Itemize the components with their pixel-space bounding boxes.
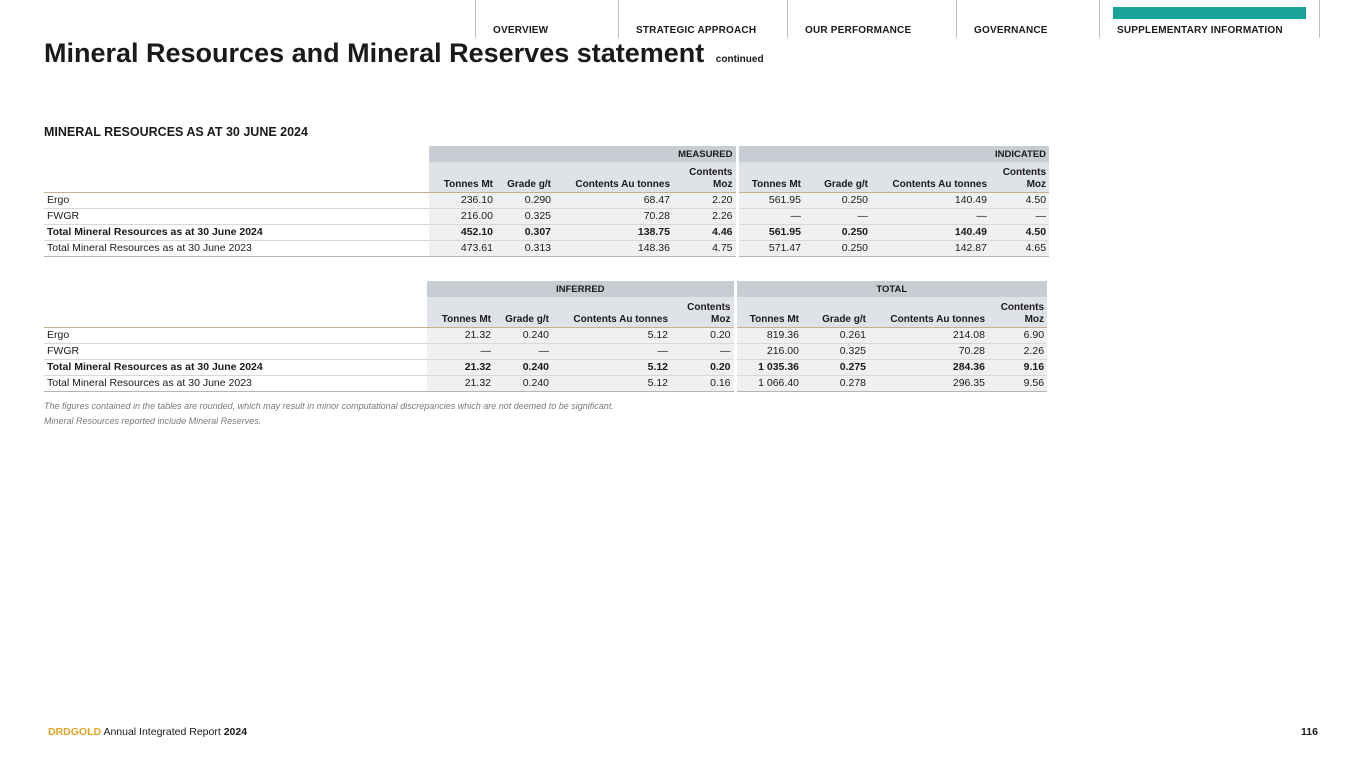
column-header-grade: Grade g/t	[802, 297, 869, 327]
nav-tab-supplementary-information[interactable]	[1099, 0, 1320, 38]
column-header-contents-tonnes: Contents Au tonnes	[554, 162, 673, 192]
nav-tab-label: STRATEGIC APPROACH	[636, 25, 757, 36]
cell-value: 0.250	[804, 192, 871, 208]
cell-value: 0.16	[671, 375, 735, 391]
top-navigation	[475, 0, 1320, 38]
table-row-fwgr	[44, 208, 1049, 224]
cell-value: —	[804, 208, 871, 224]
nav-tab-overview[interactable]	[475, 0, 618, 38]
column-header-grade: Grade g/t	[496, 162, 554, 192]
row-label: FWGR	[44, 343, 427, 359]
cell-value: 561.95	[737, 224, 804, 240]
column-header-tonnes: Tonnes Mt	[427, 297, 494, 327]
cell-value: 4.50	[990, 192, 1049, 208]
footer-brand: DRDGOLD	[48, 726, 102, 738]
cell-value: 0.20	[671, 359, 735, 375]
cell-value: 21.32	[427, 359, 494, 375]
column-header-tonnes: Tonnes Mt	[429, 162, 496, 192]
cell-value: 0.240	[494, 375, 552, 391]
cell-value: 0.250	[804, 224, 871, 240]
cell-value: 2.26	[673, 208, 737, 224]
column-header-contents-tonnes: Contents Au tonnes	[552, 297, 671, 327]
cell-value: 0.290	[496, 192, 554, 208]
nav-tab-label: OUR PERFORMANCE	[805, 25, 912, 36]
cell-value: 1 066.40	[735, 375, 802, 391]
cell-value: 0.325	[802, 343, 869, 359]
page-title-text: Mineral Resources and Mineral Reserves statement	[44, 38, 705, 68]
section-heading: MINERAL RESOURCES AS AT 30 JUNE 2024	[44, 125, 308, 139]
resources-table-measured-indicated	[44, 146, 1049, 257]
footnote-rounding: The figures contained in the tables are rounded, which may result in minor computational discrepancies which are not deemed to be significant.	[44, 401, 614, 411]
table-row-ergo	[44, 327, 1047, 343]
footer-report-name: Annual Integrated Report	[103, 726, 221, 738]
row-label: Total Mineral Resources as at 30 June 2024	[44, 359, 427, 375]
cell-value: 0.240	[494, 359, 552, 375]
row-label: Ergo	[44, 327, 427, 343]
column-header-grade: Grade g/t	[494, 297, 552, 327]
column-header-contents-moz: Contents Moz	[673, 162, 737, 192]
cell-value: 5.12	[552, 375, 671, 391]
cell-value: 0.250	[804, 240, 871, 256]
blank-header-cell	[44, 297, 427, 327]
cell-value: 21.32	[427, 327, 494, 343]
cell-value: 138.75	[554, 224, 673, 240]
cell-value: 0.278	[802, 375, 869, 391]
row-label: Total Mineral Resources as at 30 June 2023	[44, 240, 429, 256]
cell-value: 0.307	[496, 224, 554, 240]
column-header-tonnes: Tonnes Mt	[737, 162, 804, 192]
cell-value: 9.56	[988, 375, 1047, 391]
cell-value: —	[671, 343, 735, 359]
cell-value: 0.313	[496, 240, 554, 256]
cell-value: 4.65	[990, 240, 1049, 256]
row-label: FWGR	[44, 208, 429, 224]
group-header-indicated: INDICATED	[737, 146, 1049, 162]
column-header-tonnes: Tonnes Mt	[735, 297, 802, 327]
cell-value: —	[427, 343, 494, 359]
column-header-contents-tonnes: Contents Au tonnes	[869, 297, 988, 327]
cell-value: 0.240	[494, 327, 552, 343]
nav-tab-strategic-approach[interactable]	[618, 0, 787, 38]
cell-value: 70.28	[869, 343, 988, 359]
nav-tab-our-performance[interactable]	[787, 0, 956, 38]
cell-value: 473.61	[429, 240, 496, 256]
cell-value: 142.87	[871, 240, 990, 256]
cell-value: 296.35	[869, 375, 988, 391]
cell-value: 452.10	[429, 224, 496, 240]
table-row-total-2023	[44, 240, 1049, 256]
cell-value: 284.36	[869, 359, 988, 375]
column-header-grade: Grade g/t	[804, 162, 871, 192]
row-label: Total Mineral Resources as at 30 June 2024	[44, 224, 429, 240]
blank-header-cell	[44, 162, 429, 192]
nav-tab-label: OVERVIEW	[493, 25, 549, 36]
cell-value: 819.36	[735, 327, 802, 343]
cell-value: 4.50	[990, 224, 1049, 240]
footer-year: 2024	[223, 726, 248, 738]
nav-tab-governance[interactable]	[956, 0, 1099, 38]
row-label: Total Mineral Resources as at 30 June 2023	[44, 375, 427, 391]
footnote-inclusion: Mineral Resources reported include Mineral Reserves.	[44, 416, 262, 426]
cell-value: 0.20	[671, 327, 735, 343]
cell-value: 571.47	[737, 240, 804, 256]
column-header-contents-moz: Contents Moz	[988, 297, 1047, 327]
group-header-total: TOTAL	[735, 281, 1047, 297]
group-header-inferred: INFERRED	[427, 281, 735, 297]
cell-value: —	[737, 208, 804, 224]
cell-value: 2.26	[988, 343, 1047, 359]
nav-tab-label: GOVERNANCE	[974, 25, 1048, 36]
cell-value: —	[552, 343, 671, 359]
page-title-suffix: continued	[715, 54, 764, 65]
column-header-contents-moz: Contents Moz	[990, 162, 1049, 192]
cell-value: —	[990, 208, 1049, 224]
table-row-fwgr	[44, 343, 1047, 359]
cell-value: 2.20	[673, 192, 737, 208]
cell-value: 140.49	[871, 224, 990, 240]
cell-value: 236.10	[429, 192, 496, 208]
active-tab-indicator	[1113, 7, 1306, 19]
cell-value: 5.12	[552, 359, 671, 375]
blank-header-cell	[44, 281, 427, 297]
cell-value: 0.325	[496, 208, 554, 224]
table-row-total-2023	[44, 375, 1047, 391]
cell-value: 68.47	[554, 192, 673, 208]
cell-value: 4.75	[673, 240, 737, 256]
cell-value: 214.08	[869, 327, 988, 343]
table-row-total-2024	[44, 224, 1049, 240]
cell-value: 4.46	[673, 224, 737, 240]
cell-value: 1 035.36	[735, 359, 802, 375]
footer-report-title	[48, 726, 247, 738]
table-row-total-2024	[44, 359, 1047, 375]
cell-value: 9.16	[988, 359, 1047, 375]
cell-value: 148.36	[554, 240, 673, 256]
cell-value: 21.32	[427, 375, 494, 391]
page-title	[44, 38, 764, 69]
cell-value: 6.90	[988, 327, 1047, 343]
cell-value: 5.12	[552, 327, 671, 343]
cell-value: —	[871, 208, 990, 224]
cell-value: 216.00	[429, 208, 496, 224]
cell-value: 216.00	[735, 343, 802, 359]
row-label: Ergo	[44, 192, 429, 208]
table-row-ergo	[44, 192, 1049, 208]
cell-value: 0.261	[802, 327, 869, 343]
column-header-contents-moz: Contents Moz	[671, 297, 735, 327]
cell-value: 561.95	[737, 192, 804, 208]
cell-value: —	[494, 343, 552, 359]
cell-value: 70.28	[554, 208, 673, 224]
page-number: 116	[1301, 726, 1318, 738]
resources-table-inferred-total	[44, 281, 1047, 392]
nav-tab-label: SUPPLEMENTARY INFORMATION	[1117, 25, 1283, 36]
cell-value: 0.275	[802, 359, 869, 375]
column-header-contents-tonnes: Contents Au tonnes	[871, 162, 990, 192]
group-header-measured: MEASURED	[429, 146, 737, 162]
blank-header-cell	[44, 146, 429, 162]
cell-value: 140.49	[871, 192, 990, 208]
